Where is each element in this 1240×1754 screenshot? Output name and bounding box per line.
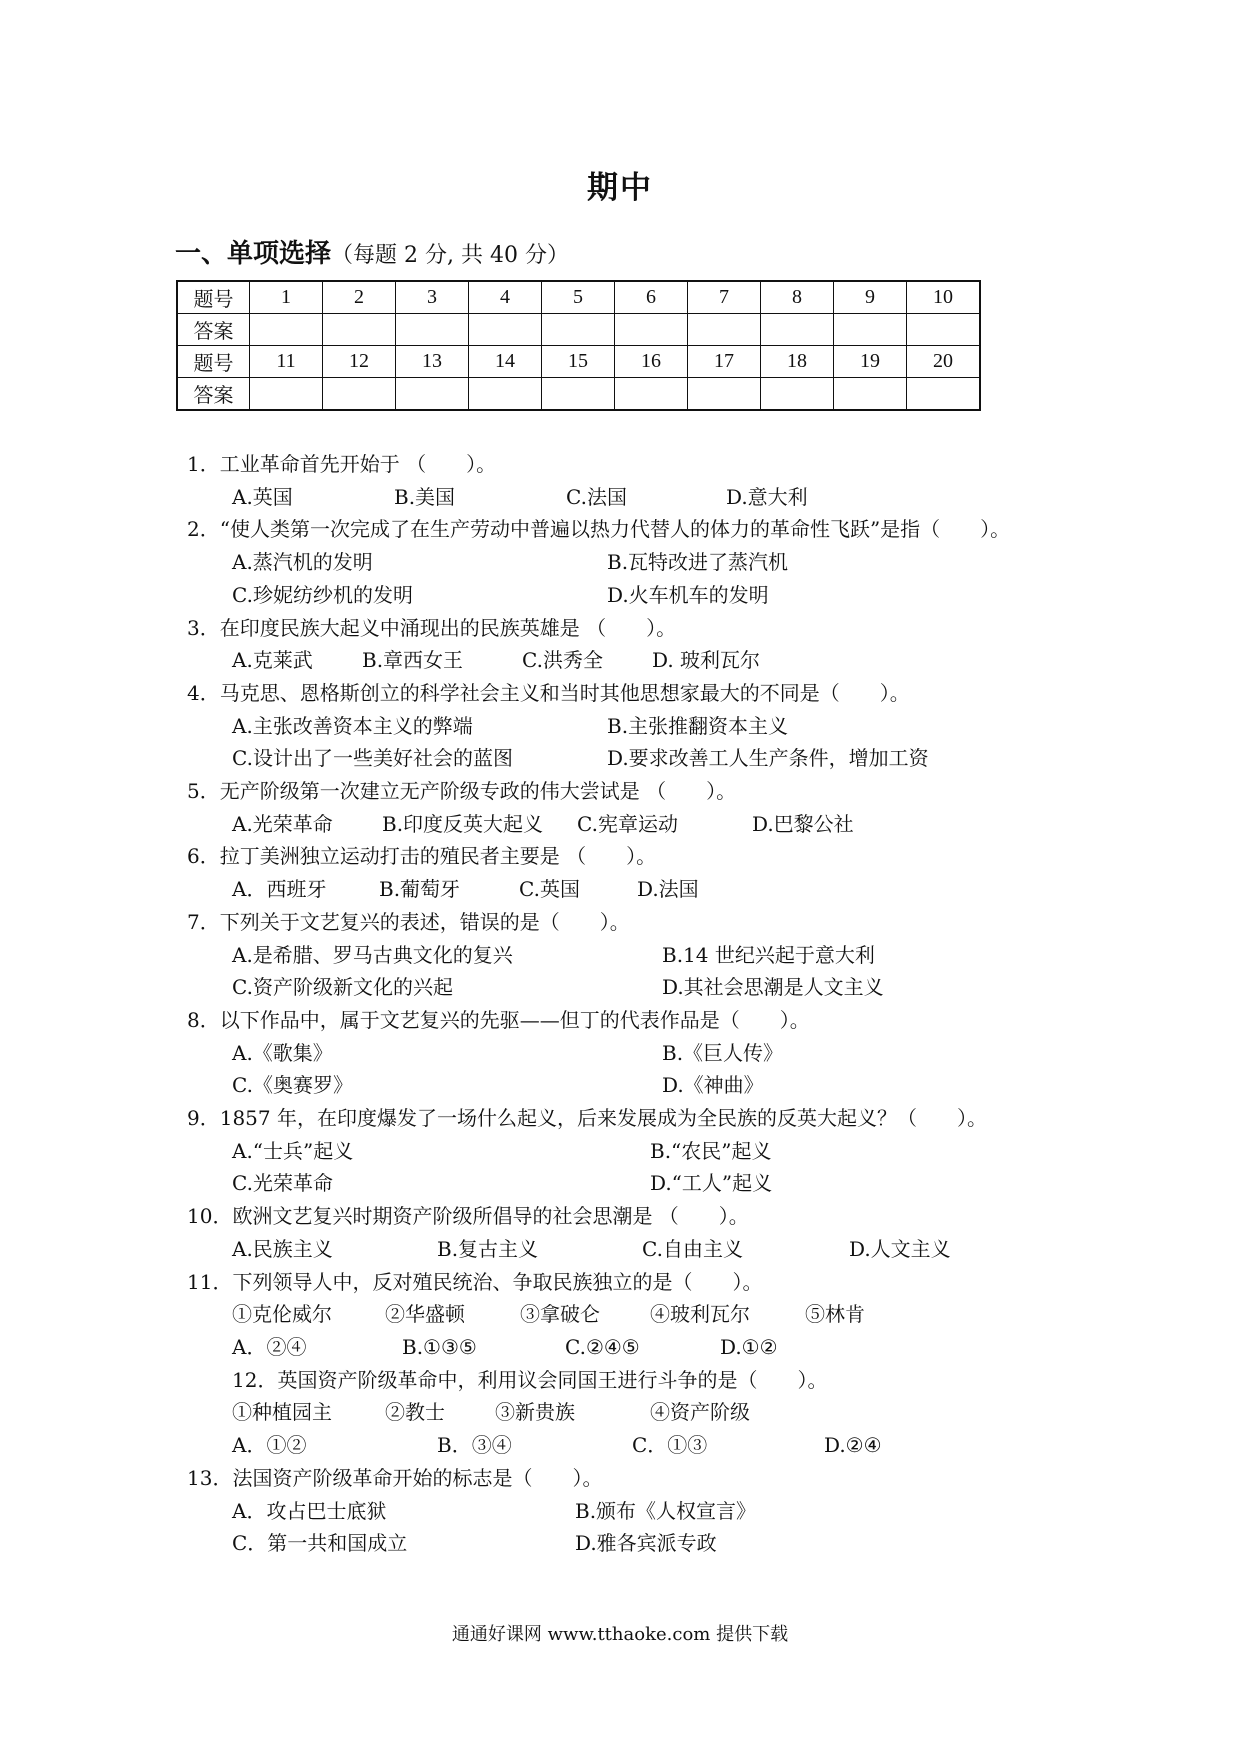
answer-cell[interactable]	[834, 378, 907, 411]
option: B.葡萄牙	[379, 877, 461, 902]
option: D. 玻利瓦尔	[652, 648, 761, 673]
answer-cell[interactable]	[469, 314, 542, 346]
option: D.②④	[824, 1433, 882, 1458]
question-stem: 5．无产阶级第一次建立无产阶级专政的伟大尝试是 （ ）。	[187, 779, 737, 804]
option-row	[187, 710, 1067, 743]
option-row	[187, 873, 1067, 906]
answer-cell[interactable]	[615, 378, 688, 411]
option-row	[187, 1037, 1067, 1070]
option: C.洪秀全	[522, 648, 603, 673]
question-stem: 3．在印度民族大起义中涌现出的民族英雄是 （ ）。	[187, 615, 677, 640]
answer-cell[interactable]	[688, 378, 761, 411]
number-cell: 5	[542, 281, 615, 314]
option: D.雅各宾派专政	[575, 1531, 717, 1556]
item-row	[187, 1298, 1067, 1331]
option: A.“士兵”起义	[232, 1138, 354, 1163]
option: B.主张推翻资本主义	[607, 713, 789, 738]
question-stem: 11．下列领导人中，反对殖民统治、争取民族独立的是（ ）。	[187, 1269, 763, 1294]
number-cell: 6	[615, 281, 688, 314]
number-cell: 15	[542, 346, 615, 378]
option-row	[187, 546, 1067, 579]
row-label: 答案	[177, 378, 250, 411]
answer-table-answer-row-1	[177, 314, 980, 346]
row-label: 题号	[177, 281, 250, 314]
option: C.光荣革命	[232, 1171, 333, 1196]
option-row	[187, 971, 1067, 1004]
number-cell: 1	[250, 281, 323, 314]
number-cell: 17	[688, 346, 761, 378]
option-row	[187, 579, 1067, 612]
option: B.“农民”起义	[650, 1138, 772, 1163]
option-row	[187, 1495, 1067, 1528]
option: C.自由主义	[642, 1236, 743, 1261]
number-cell: 2	[323, 281, 396, 314]
item: ③新贵族	[495, 1400, 575, 1425]
option: D.巴黎公社	[752, 811, 854, 836]
question-stem: 12．英国资产阶级革命中，利用议会同国王进行斗争的是（ ）。	[232, 1367, 828, 1392]
number-cell: 19	[834, 346, 907, 378]
item: ②华盛顿	[385, 1302, 465, 1327]
option: C.珍妮纺纱机的发明	[232, 582, 413, 607]
question-stem: 13．法国资产阶级革命开始的标志是（ ）。	[187, 1465, 603, 1490]
number-cell: 16	[615, 346, 688, 378]
answer-cell[interactable]	[761, 314, 834, 346]
option: C.宪章运动	[577, 811, 678, 836]
option-row	[187, 644, 1067, 677]
question-stem: 8．以下作品中，属于文艺复兴的先驱——但丁的代表作品是（ ）。	[187, 1007, 810, 1032]
option-row	[187, 1069, 1067, 1102]
item: ①克伦威尔	[232, 1302, 332, 1327]
option-row	[187, 742, 1067, 775]
answer-cell[interactable]	[396, 314, 469, 346]
number-cell: 4	[469, 281, 542, 314]
answer-cell[interactable]	[396, 378, 469, 411]
option: D.人文主义	[849, 1236, 951, 1261]
question-stem: 10．欧洲文艺复兴时期资产阶级所倡导的社会思潮是 （ ）。	[187, 1204, 749, 1229]
option-row	[187, 1233, 1067, 1266]
item-row	[187, 1396, 1067, 1429]
item: ④资产阶级	[650, 1400, 750, 1425]
option: C.资产阶级新文化的兴起	[232, 975, 453, 1000]
number-cell: 9	[834, 281, 907, 314]
answer-table-number-row-1	[177, 281, 980, 314]
option: C.《奥赛罗》	[232, 1073, 353, 1098]
option: D.其社会思潮是人文主义	[662, 975, 884, 1000]
question-stem: 1．工业革命首先开始于 （ ）。	[187, 452, 497, 476]
option: B.复古主义	[437, 1236, 539, 1261]
number-cell: 20	[907, 346, 981, 378]
answer-table-number-row-2	[177, 346, 980, 378]
section-heading-text: 一、单项选择	[175, 239, 332, 269]
question-stem: 7．下列关于文艺复兴的表述，错误的是（ ）。	[187, 909, 630, 934]
option-row	[187, 1527, 1067, 1560]
answer-cell[interactable]	[250, 314, 323, 346]
option: B.章西女王	[362, 648, 464, 673]
option: A.是希腊、罗马古典文化的复兴	[232, 942, 513, 967]
row-label: 答案	[177, 314, 250, 346]
option: D.①②	[720, 1334, 778, 1359]
answer-cell[interactable]	[834, 314, 907, 346]
answer-cell[interactable]	[907, 378, 981, 411]
option-row	[187, 939, 1067, 972]
item: ⑤林肯	[805, 1302, 865, 1327]
answer-table-answer-row-2	[177, 378, 980, 411]
option: B.瓦特改进了蒸汽机	[607, 550, 789, 575]
answer-cell[interactable]	[688, 314, 761, 346]
option: D.法国	[637, 877, 699, 902]
section-note: （每题 2 分, 共 40 分）	[331, 243, 569, 268]
question-stem: 6．拉丁美洲独立运动打击的殖民者主要是 （ ）。	[187, 844, 657, 869]
question-stem: 2．“使人类第一次完成了在生产劳动中普遍以热力代替人的体力的革命性飞跃”是指（ ）。	[187, 517, 1011, 542]
option: B.美国	[394, 484, 456, 509]
page-title: 期中	[587, 170, 653, 206]
option: D.要求改善工人生产条件，增加工资	[607, 746, 929, 771]
option: D.《神曲》	[662, 1073, 764, 1098]
option: B.14 世纪兴起于意大利	[662, 942, 875, 967]
option: B．③④	[437, 1433, 512, 1458]
option: C.法国	[566, 484, 627, 509]
page-footer: 通通好课网 www.tthaoke.com 提供下载	[451, 1624, 789, 1645]
number-cell: 11	[250, 346, 323, 378]
option-row	[187, 1135, 1067, 1168]
question-list	[187, 448, 1067, 1560]
number-cell: 10	[907, 281, 981, 314]
option-row	[187, 1167, 1067, 1200]
option: C.设计出了一些美好社会的蓝图	[232, 746, 513, 771]
answer-cell[interactable]	[907, 314, 981, 346]
option: C．①③	[632, 1433, 708, 1458]
number-cell: 8	[761, 281, 834, 314]
option: D.火车机车的发明	[607, 582, 769, 607]
option: A．西班牙	[232, 877, 327, 902]
answer-cell[interactable]	[615, 314, 688, 346]
option: A.英国	[232, 484, 293, 509]
option: A．攻占巴士底狱	[232, 1498, 387, 1523]
option: C.②④⑤	[565, 1334, 640, 1359]
question-stem: 9．1857 年，在印度爆发了一场什么起义，后来发展成为全民族的反英大起义？（ ）。	[187, 1106, 987, 1131]
item: ④玻利瓦尔	[650, 1302, 750, 1327]
option: D.意大利	[726, 484, 808, 509]
option-row	[187, 808, 1067, 841]
option: B.印度反英大起义	[382, 811, 544, 836]
option-row	[187, 481, 1067, 514]
answer-table	[176, 280, 981, 411]
option: A.民族主义	[232, 1236, 333, 1261]
answer-cell[interactable]	[542, 378, 615, 411]
number-cell: 14	[469, 346, 542, 378]
option: A．①②	[232, 1433, 307, 1458]
option: C.英国	[519, 877, 580, 902]
question-stem: 4．马克思、恩格斯创立的科学社会主义和当时其他思想家最大的不同是（ ）。	[187, 680, 910, 705]
option: B.①③⑤	[402, 1334, 477, 1359]
option: A.蒸汽机的发明	[232, 550, 373, 575]
number-cell: 7	[688, 281, 761, 314]
option: C．第一共和国成立	[232, 1531, 408, 1556]
item: ①种植园主	[232, 1400, 332, 1425]
option: D.“工人”起义	[650, 1171, 773, 1196]
option: A.《歌集》	[232, 1040, 333, 1065]
answer-cell[interactable]	[469, 378, 542, 411]
option: A.主张改善资本主义的弊端	[232, 713, 473, 738]
option: A.克莱武	[232, 648, 313, 673]
number-cell: 18	[761, 346, 834, 378]
option-row	[187, 1331, 1067, 1364]
number-cell: 13	[396, 346, 469, 378]
item: ③拿破仑	[520, 1302, 600, 1327]
answer-cell[interactable]	[250, 378, 323, 411]
answer-cell[interactable]	[323, 378, 396, 411]
option: A．②④	[232, 1334, 307, 1359]
answer-cell[interactable]	[323, 314, 396, 346]
option: A.光荣革命	[232, 811, 333, 836]
section-heading	[175, 233, 569, 270]
number-cell: 12	[323, 346, 396, 378]
number-cell: 3	[396, 281, 469, 314]
option: B.《巨人传》	[662, 1040, 784, 1065]
answer-cell[interactable]	[761, 378, 834, 411]
answer-cell[interactable]	[542, 314, 615, 346]
option: B.颁布《人权宣言》	[575, 1498, 757, 1523]
row-label: 题号	[177, 346, 250, 378]
option-row	[187, 1429, 1067, 1462]
item: ②教士	[385, 1400, 445, 1425]
